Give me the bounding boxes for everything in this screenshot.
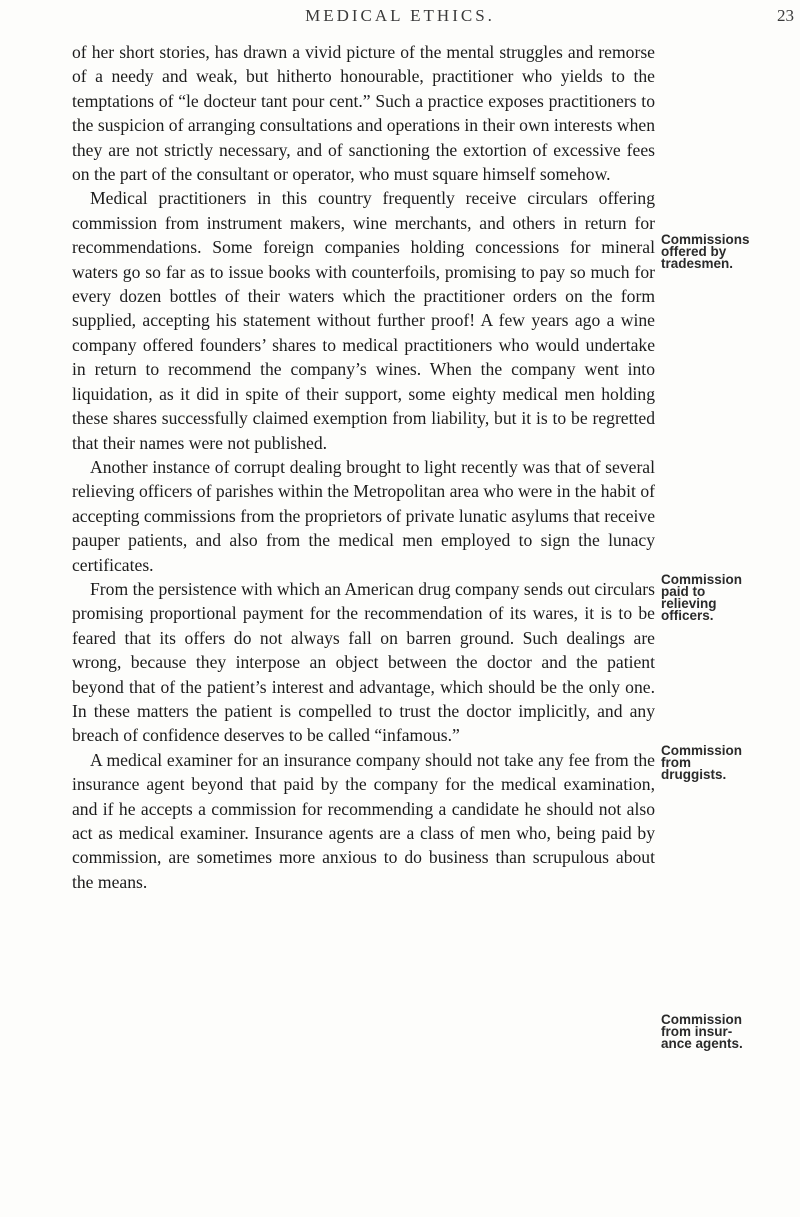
paragraph-1: of her short stories, has drawn a vivid picture of the mental struggles and remorse of a needy and weak, but hitherto honourable, practitioner who yields to the temptations of “le docteur tant pour cent.” Such a practice exposes practitioners to the suspicion of arranging consultations and operations in their own interests when they are not strictly necessary, and of sanctioning the extortion of excessive fees on the part of the consultant or operator, who must square himself somehow. [72,42,655,185]
side-note-druggists [661,745,797,781]
running-title: MEDICAL ETHICS. [305,6,495,25]
side-note-line: relieving [661,596,717,611]
running-head [0,6,800,30]
side-note-line: offered by [661,244,727,259]
side-note-line: from [661,755,691,770]
side-note-line: officers. [661,608,714,623]
paragraph-4: From the persistence with which an American drug company sends out circulars promising proportional payment for the recommendation of its wares, it is to be feared that its offers do not always fall on barren ground. Such dealings are wrong, because they interpose an object between the doctor and the patient beyond that of the patient’s interest and advantage, which should be the only one. In these matters the patient is compelled to trust the doctor implicitly, and any breach of confidence deserves to be called “infamous.” [72,578,655,746]
paragraph-3: Another instance of corrupt dealing brought to light recently was that of several relieving officers of parishes within the Metropolitan area who were in the habit of accepting commissions from the proprietors of private lunatic asylums that receive pauper patients, and also from the medical men employed to sign the lunacy certificates. [72,456,655,575]
side-note-line: Commission [661,572,743,587]
side-note-line: Commission [661,743,743,758]
page-number: 23 [777,6,794,25]
side-note-line: paid to [661,584,706,599]
side-note-tradesmen [661,234,797,270]
side-note-line: tradesmen. [661,256,734,271]
side-note-relieving-officers [661,574,797,622]
body-text [72,40,655,894]
side-note-line: ance agents. [661,1036,743,1051]
side-note-insurance-agents [661,1014,797,1050]
side-note-line: from insur- [661,1024,733,1039]
side-note-line: druggists. [661,767,727,782]
side-note-line: Commissions [661,232,750,247]
paragraph-5: A medical examiner for an insurance company should not take any fee from the insurance agent beyond that paid by the company for the medical examination, and if he accepts a commission for recommending a candidate he should not also act as medical examiner. Insurance agents are a class of men who, being paid by commission, are sometimes more anxious to do business than scrupulous about the means. [72,749,655,892]
paragraph-2: Medical practitioners in this country frequently receive circulars offering commission from instrument makers, wine merchants, and others in return for recommendations. Some foreign companies holding concessions for mineral waters go so far as to issue books with counterfoils, promising to pay so much for every dozen bottles of their waters which the practitioner orders on the form supplied, accepting his statement without further proof! A few years ago a wine company offered founders’ shares to medical practitioners who would undertake in return to recommend the company’s wines. When the company went into liquidation, as it did in spite of their support, some eighty medical men holding these shares successfully claimed exemption from liability, but it is to be regretted that their names were not published. [72,188,655,453]
side-note-line: Commission [661,1012,743,1027]
